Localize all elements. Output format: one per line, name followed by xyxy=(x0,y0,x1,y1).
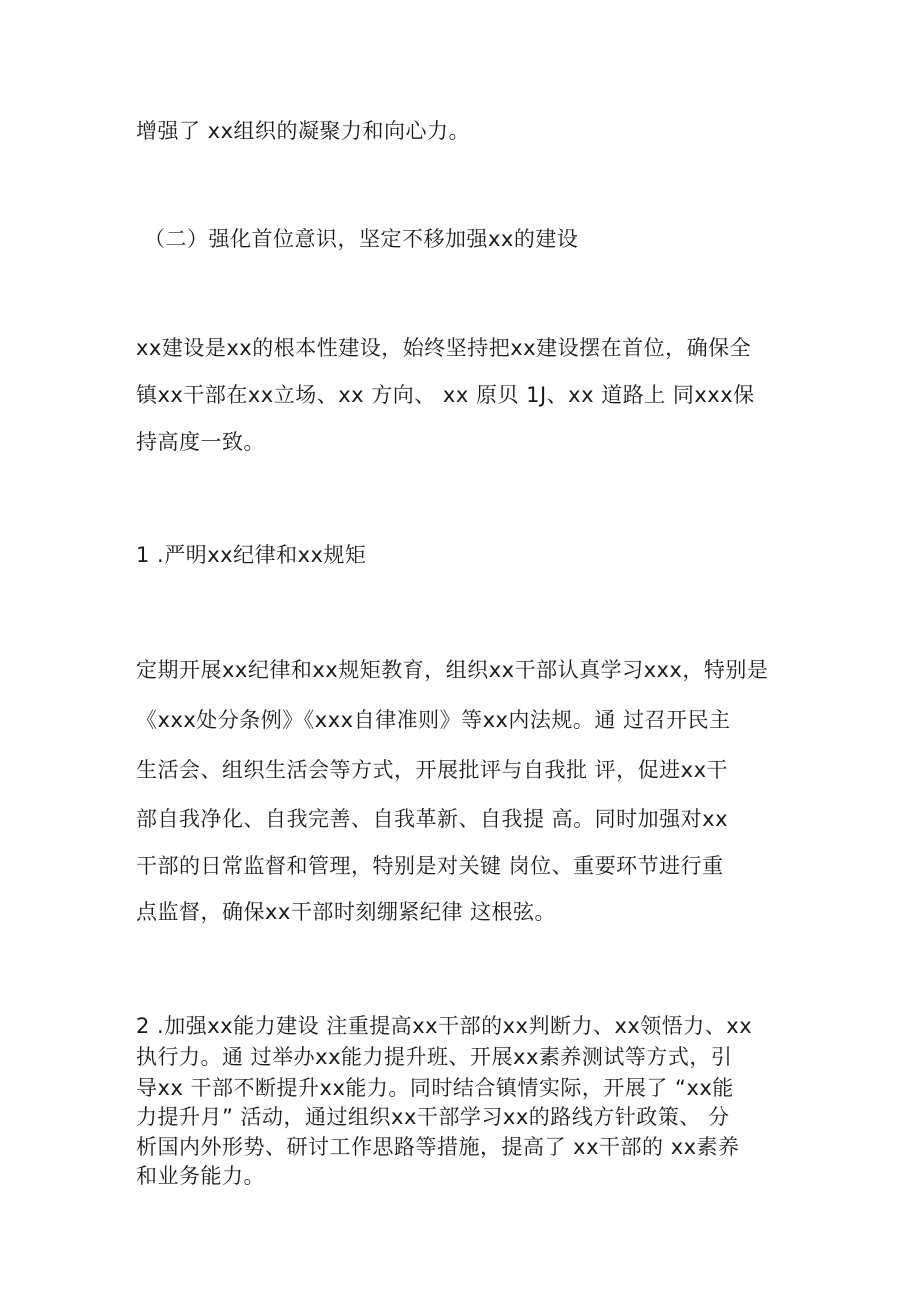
paragraph-line: 执行力。通 过举办xx能力提升班、开展xx素养测试等方式，引 xyxy=(136,1045,733,1069)
paragraph-line: 定期开展xx纪律和xx规矩教育，组织xx干部认真学习xxx，特别是 xyxy=(136,658,769,682)
paragraph-line: 和业务能力。 xyxy=(136,1164,265,1188)
paragraph-line: 析国内外形势、研讨工作思路等措施，提高了 xx干部的 xx素养 xyxy=(136,1135,740,1159)
paragraph-line: 《xxx处分条例》《xxx自律准则》等xx内法规。通 过召开民主 xyxy=(136,708,731,732)
paragraph-line: 导xx 干部不断提升xx能力。同时结合镇情实际，开展了 “xx能 xyxy=(136,1076,734,1100)
paragraph-line: 干部的日常监督和管理，特别是对关键 岗位、重要环节进行重 xyxy=(136,854,724,878)
section-heading: （二）强化首位意识，坚定不移加强xx的建设 xyxy=(144,227,579,251)
paragraph-line: xx建设是xx的根本性建设，始终坚持把xx建设摆在首位，确保全 xyxy=(136,336,752,360)
paragraph-line: 镇xx干部在xx立场、xx 方向、 xx 原贝 1J、xx 道路上 同xxx保 xyxy=(136,383,755,407)
paragraph-line: 力提升月” 活动，通过组织xx干部学习xx的路线方针政策、 分 xyxy=(136,1105,730,1129)
intro-continuation-line: 增强了 xx组织的凝聚力和向心力。 xyxy=(136,119,471,143)
paragraph-line: 2 .加强xx能力建设 注重提高xx干部的xx判断力、xx领悟力、xx xyxy=(136,1014,753,1038)
paragraph-line: 点监督，确保xx干部时刻绷紧纪律 这根弦。 xyxy=(136,900,557,924)
paragraph-line: 持高度一致。 xyxy=(136,430,265,454)
paragraph-line: 生活会、组织生活会等方式，开展批评与自我批 评，促进xx干 xyxy=(136,758,729,782)
paragraph-line: 部自我净化、自我完善、自我革新、自我提 高。同时加强对xx xyxy=(136,807,729,831)
item1-heading: 1 .严明xx纪律和xx规矩 xyxy=(136,543,367,567)
